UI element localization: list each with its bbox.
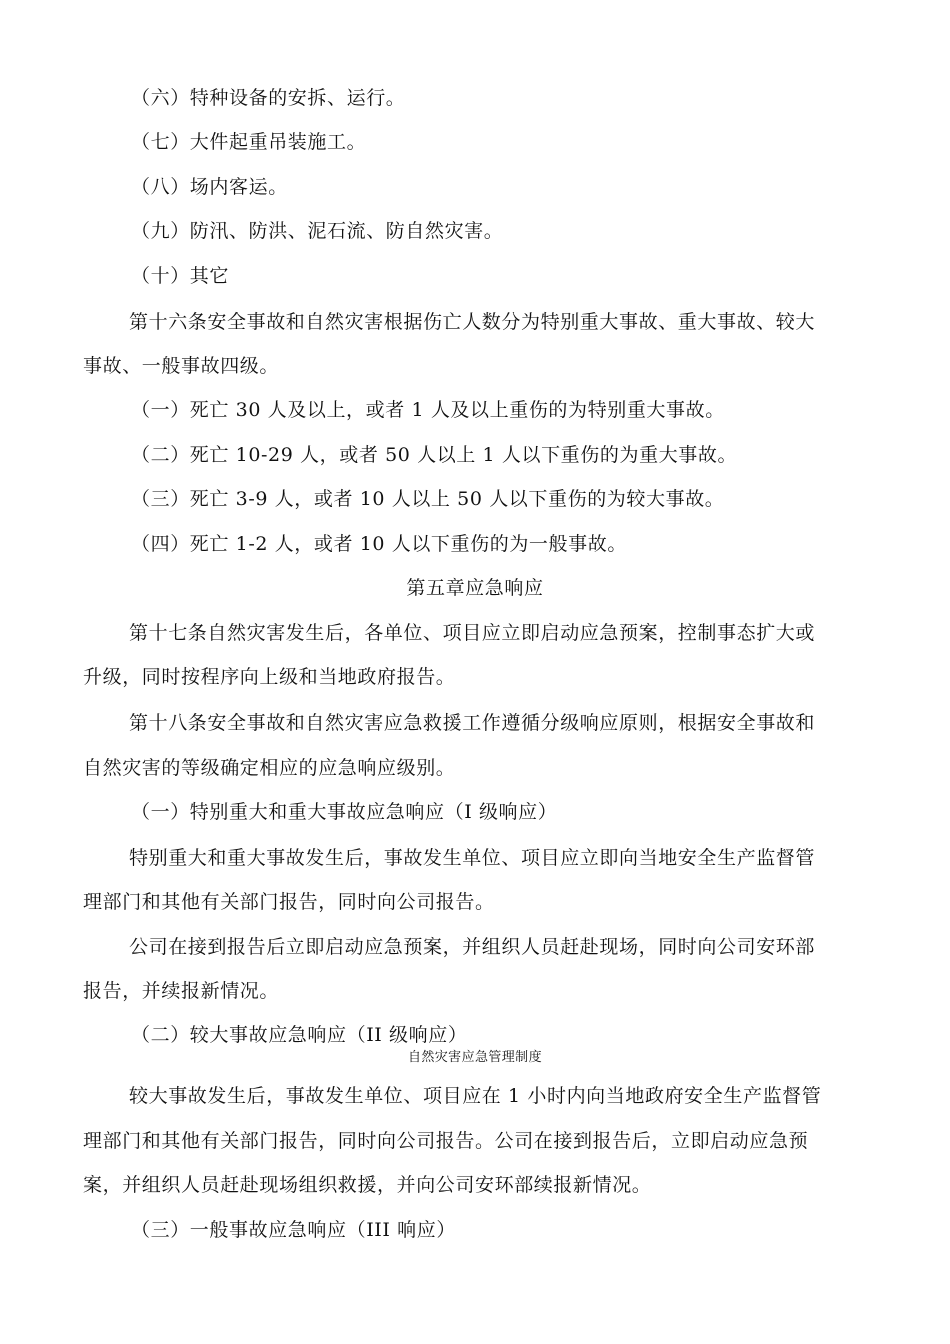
chapter-heading: 第五章应急响应 bbox=[406, 577, 544, 599]
list-item-10: （十）其它 bbox=[131, 265, 230, 287]
article-18-line-1: 第十八条安全事故和自然灾害应急救援工作遵循分级响应原则，根据安全事故和 bbox=[129, 712, 816, 734]
article-17-line-2: 升级，同时按程序向上级和当地政府报告。 bbox=[83, 666, 456, 688]
response-level-2-para-line-2: 理部门和其他有关部门报告，同时向公司报告。公司在接到报告后，立即启动应急预 bbox=[83, 1130, 809, 1152]
response-level-1-para-2-line-2: 报告，并续报新情况。 bbox=[83, 980, 280, 1002]
response-level-1-para-1-line-2: 理部门和其他有关部门报告，同时向公司报告。 bbox=[83, 891, 495, 913]
list-item-9: （九）防汛、防洪、泥石流、防自然灾害。 bbox=[131, 220, 504, 242]
accident-level-4: （四）死亡 1-2 人，或者 10 人以下重伤的为一般事故。 bbox=[131, 533, 627, 555]
response-level-2-para-line-3: 案，并组织人员赶赴现场组织救援，并向公司安环部续报新情况。 bbox=[83, 1174, 652, 1196]
accident-level-1: （一）死亡 30 人及以上，或者 1 人及以上重伤的为特别重大事故。 bbox=[131, 399, 725, 421]
article-16-line-2: 事故、一般事故四级。 bbox=[83, 355, 280, 377]
accident-level-3: （三）死亡 3-9 人，或者 10 人以上 50 人以下重伤的为较大事故。 bbox=[131, 488, 725, 510]
accident-level-2: （二）死亡 10-29 人，或者 50 人以上 1 人以下重伤的为重大事故。 bbox=[131, 444, 738, 466]
article-17-line-1: 第十七条自然灾害发生后，各单位、项目应立即启动应急预案，控制事态扩大或 bbox=[129, 622, 816, 644]
list-item-8: （八）场内客运。 bbox=[131, 176, 288, 198]
article-18-line-2: 自然灾害的等级确定相应的应急响应级别。 bbox=[83, 757, 456, 779]
article-16-line-1: 第十六条安全事故和自然灾害根据伤亡人数分为特别重大事故、重大事故、较大 bbox=[129, 311, 816, 333]
response-level-2-para-line-1: 较大事故发生后，事故发生单位、项目应在 1 小时内向当地政府安全生产监督管 bbox=[129, 1085, 822, 1107]
response-level-3-heading: （三）一般事故应急响应（III 响应） bbox=[131, 1219, 456, 1241]
list-item-7: （七）大件起重吊装施工。 bbox=[131, 131, 367, 153]
response-level-1-heading: （一）特别重大和重大事故应急响应（I 级响应） bbox=[131, 801, 558, 823]
response-level-1-para-1-line-1: 特别重大和重大事故发生后，事故发生单位、项目应立即向当地安全生产监督管 bbox=[129, 847, 816, 869]
page-footer-title: 自然灾害应急管理制度 bbox=[407, 1050, 542, 1065]
response-level-2-heading: （二）较大事故应急响应（II 级响应） bbox=[131, 1024, 468, 1046]
response-level-1-para-2-line-1: 公司在接到报告后立即启动应急预案，并组织人员赶赴现场，同时向公司安环部 bbox=[129, 936, 816, 958]
list-item-6: （六）特种设备的安拆、运行。 bbox=[131, 87, 406, 109]
